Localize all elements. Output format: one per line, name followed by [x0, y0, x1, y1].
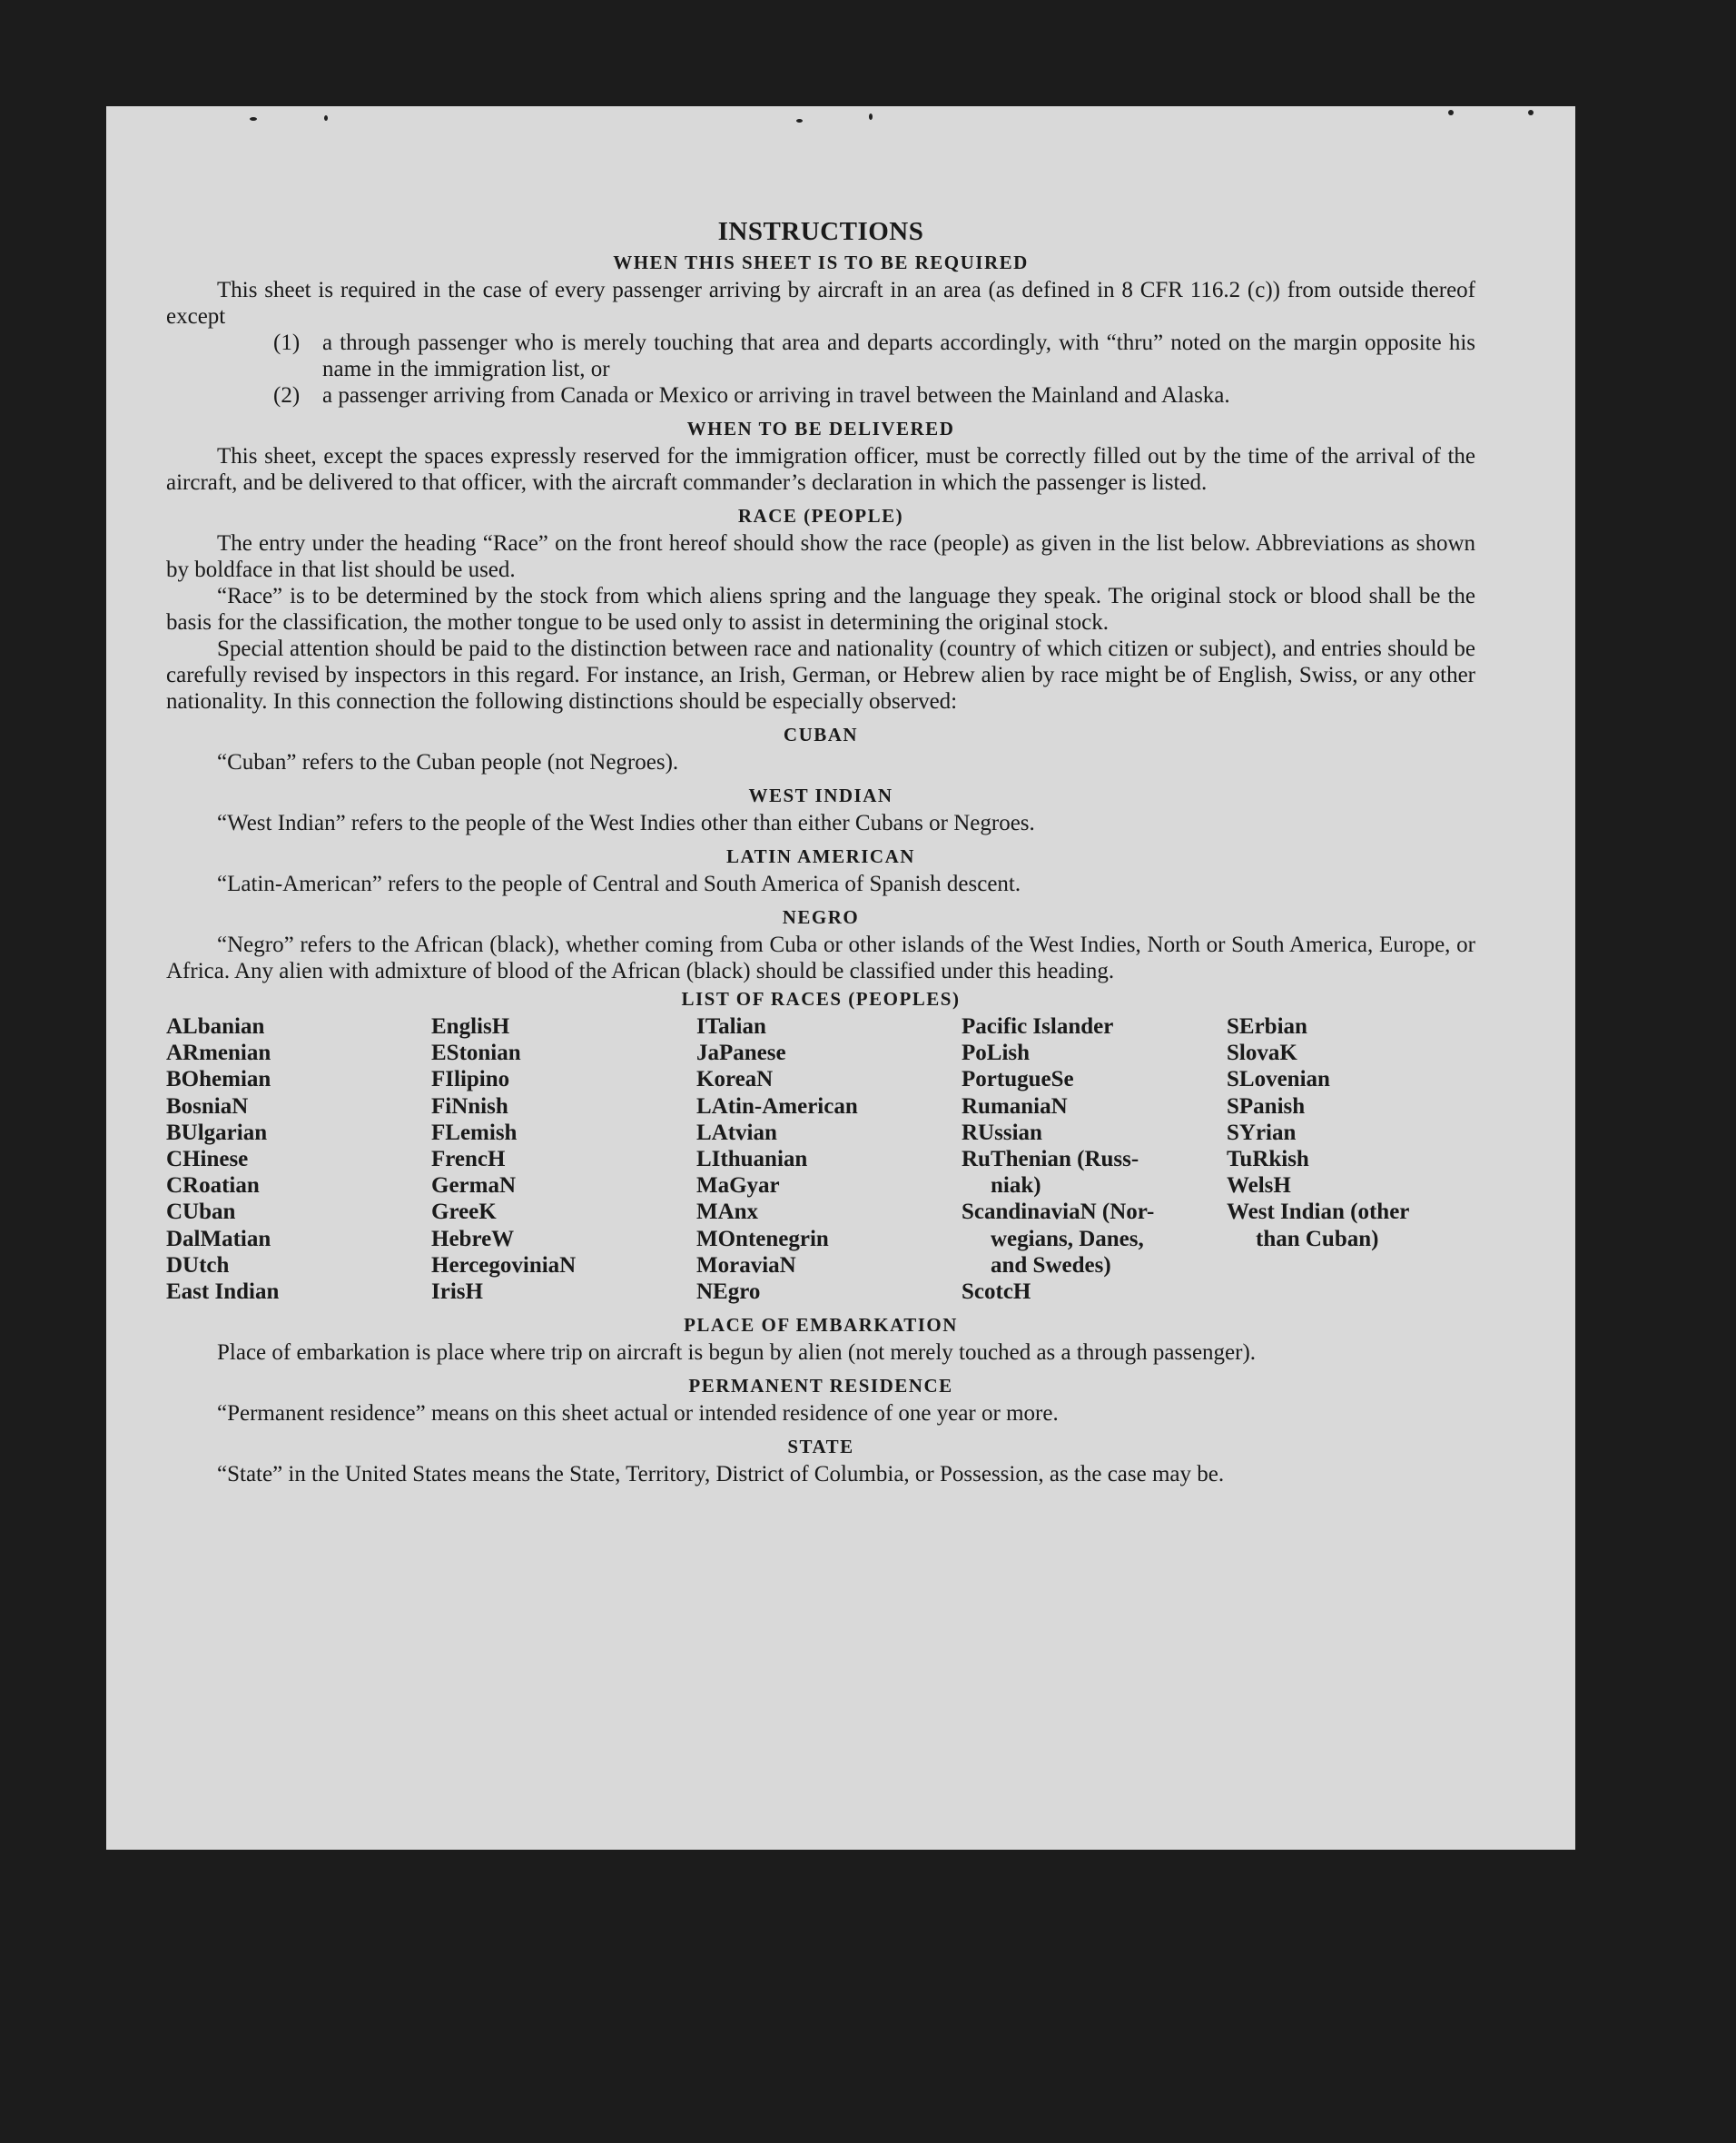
race-entry: BosniaN — [166, 1093, 249, 1119]
exception-number: (1) — [273, 331, 301, 355]
race-list-column — [962, 1013, 1227, 1305]
race-entry: JaPanese — [696, 1041, 786, 1066]
race-entry: BUlgarian — [166, 1120, 268, 1145]
paper-speck — [324, 115, 328, 121]
paper-speck — [250, 117, 257, 121]
section-heading-when-required: WHEN THIS SHEET IS TO BE REQUIRED — [613, 252, 1029, 273]
instruction-sheet — [106, 106, 1575, 1850]
race-entry: SPanish — [1227, 1093, 1306, 1119]
race-entry: ScandinaviaN (Nor- — [962, 1200, 1155, 1225]
race-entry: West Indian (other — [1227, 1200, 1410, 1225]
race-entry: FrencH — [431, 1147, 506, 1172]
section-heading-residence: PERMANENT RESIDENCE — [688, 1375, 953, 1397]
residence-paragraph: “Permanent residence” means on this sheet actual or intended residence of one year or more. — [217, 1401, 1059, 1427]
race-entry: GreeK — [431, 1200, 497, 1225]
paper-speck — [1528, 110, 1534, 115]
race-entry: CRoatian — [166, 1173, 260, 1199]
embarkation-paragraph: Place of embarkation is place where trip on aircraft is begun by alien (not merely touched as a through passenger). — [217, 1340, 1257, 1366]
page-title: INSTRUCTIONS — [717, 217, 924, 246]
race-paragraph: The entry under the heading “Race” on the front hereof should show the race (people) as given in the list below. Abbreviations as shown by boldface in that list should be used. — [166, 531, 1475, 582]
section-heading-state: STATE — [787, 1436, 854, 1458]
race-entry-continuation: and Swedes) — [991, 1252, 1111, 1278]
exception-text: a passenger arriving from Canada or Mexico or arriving in travel between the Mainland and Alaska. — [322, 383, 1230, 408]
cuban-paragraph: “Cuban” refers to the Cuban people (not Negroes). — [217, 750, 679, 775]
west-indian-paragraph: “West Indian” refers to the people of the West Indies other than either Cubans or Negroes. — [217, 811, 1035, 835]
race-entry: SErbian — [1227, 1014, 1307, 1039]
race-entry-continuation: niak) — [991, 1173, 1041, 1199]
race-entry: EnglisH — [431, 1014, 510, 1039]
race-list-column — [431, 1013, 696, 1305]
race-entry-continuation: wegians, Danes, — [991, 1226, 1144, 1251]
race-entry: DalMatian — [166, 1226, 271, 1251]
race-entry: DUtch — [166, 1252, 230, 1278]
paper-speck — [869, 114, 873, 120]
race-entry: FIlipino — [431, 1067, 510, 1092]
section-heading-cuban: CUBAN — [783, 724, 859, 746]
race-entry: SYrian — [1227, 1120, 1297, 1145]
race-entry: FiNnish — [431, 1093, 508, 1119]
exception-text: a through passenger who is merely touching that area and departs accordingly, with “thru” noted on the margin opposite his name in the immigration list, or — [322, 331, 1475, 381]
paper-speck — [1448, 110, 1454, 115]
race-entry: MaGyar — [696, 1173, 780, 1199]
race-entry: RumaniaN — [962, 1093, 1068, 1119]
race-entry: PoLish — [962, 1041, 1031, 1066]
race-entry: SLovenian — [1227, 1067, 1330, 1092]
race-entry: EStonian — [431, 1041, 521, 1066]
race-entry: LIthuanian — [696, 1147, 808, 1172]
race-entry: ARmenian — [166, 1041, 271, 1066]
race-entry: WelsH — [1227, 1173, 1291, 1199]
race-entry: ITalian — [696, 1014, 766, 1039]
race-entry: BOhemian — [166, 1067, 271, 1092]
race-entry: RUssian — [962, 1120, 1042, 1145]
race-entry: LAtvian — [696, 1120, 777, 1145]
delivery-paragraph: This sheet, except the spaces expressly reserved for the immigration officer, must be correctly filled out by the time of the arrival of the aircraft, and be delivered to that officer, with the aircraft commander’s declaration in which the passenger is listed. — [166, 444, 1475, 495]
race-entry: CUban — [166, 1200, 236, 1225]
race-entry: MoraviaN — [696, 1252, 796, 1278]
race-entry: MAnx — [696, 1200, 759, 1225]
race-entry: HebreW — [431, 1226, 515, 1251]
race-entry: Pacific Islander — [962, 1014, 1114, 1039]
section-heading-latin-american: LATIN AMERICAN — [726, 845, 915, 867]
race-entry: East Indian — [166, 1279, 280, 1305]
state-paragraph: “State” in the United States means the State, Territory, District of Columbia, or Possession, as the case may be. — [217, 1462, 1225, 1487]
race-paragraph: Special attention should be paid to the distinction between race and nationality (country of which citizen or subject), and entries should be carefully revised by inspectors in this regard. For instance, an Irish, German, or Hebrew alien by race might be of English, Swiss, or any other nationality. In this connection the following distinctions should be especially observed: — [166, 637, 1475, 714]
race-entry: NEgro — [696, 1279, 761, 1305]
exception-item — [273, 330, 1475, 382]
race-entry: FLemish — [431, 1120, 518, 1145]
race-list — [166, 1013, 1475, 1305]
race-list-column — [166, 1013, 431, 1305]
section-heading-when-delivered: WHEN TO BE DELIVERED — [686, 418, 955, 439]
race-entry: ScotcH — [962, 1279, 1031, 1305]
race-entry: CHinese — [166, 1147, 249, 1172]
race-entry: SlovaK — [1227, 1041, 1297, 1066]
section-heading-embarkation: PLACE OF EMBARKATION — [684, 1314, 958, 1337]
negro-paragraph: “Negro” refers to the African (black), whether coming from Cuba or other islands of the West Indies, North or South America, Europe, or Africa. Any alien with admixture of blood of the African (black) should be classified under this heading. — [166, 933, 1475, 983]
race-entry: MOntenegrin — [696, 1226, 829, 1251]
latin-american-paragraph: “Latin-American” refers to the people of Central and South America of Spanish descent. — [217, 872, 1021, 896]
section-heading-west-indian: WEST INDIAN — [748, 785, 893, 806]
required-intro-paragraph: This sheet is required in the case of every passenger arriving by aircraft in an area (as defined in 8 CFR 116.2 (c)) from outside thereof except — [166, 278, 1475, 329]
race-entry: LAtin-American — [696, 1093, 858, 1119]
race-entry: GermaN — [431, 1173, 517, 1199]
section-heading-race: RACE (PEOPLE) — [737, 505, 904, 527]
race-entry-continuation: than Cuban) — [1256, 1226, 1379, 1251]
exception-number: (2) — [273, 383, 301, 408]
section-heading-list-of-races: LIST OF RACES (PEOPLES) — [681, 988, 961, 1010]
exception-item — [273, 382, 1475, 409]
race-list-column — [1227, 1013, 1454, 1305]
race-entry: HercegoviniaN — [431, 1252, 577, 1278]
paper-speck — [796, 119, 803, 123]
race-list-column — [696, 1013, 962, 1305]
race-entry: TuRkish — [1227, 1147, 1309, 1172]
race-entry: IrisH — [431, 1279, 483, 1305]
race-entry: KoreaN — [696, 1067, 774, 1092]
race-entry: ALbanian — [166, 1014, 265, 1039]
race-entry: PortugueSe — [962, 1067, 1074, 1092]
section-heading-negro: NEGRO — [782, 906, 860, 928]
race-paragraph: “Race” is to be determined by the stock from which aliens spring and the language they speak. The original stock or blood shall be the basis for the classification, the mother tongue to be used only to assist in determining the original stock. — [166, 584, 1475, 635]
race-entry: RuThenian (Russ- — [962, 1147, 1139, 1172]
